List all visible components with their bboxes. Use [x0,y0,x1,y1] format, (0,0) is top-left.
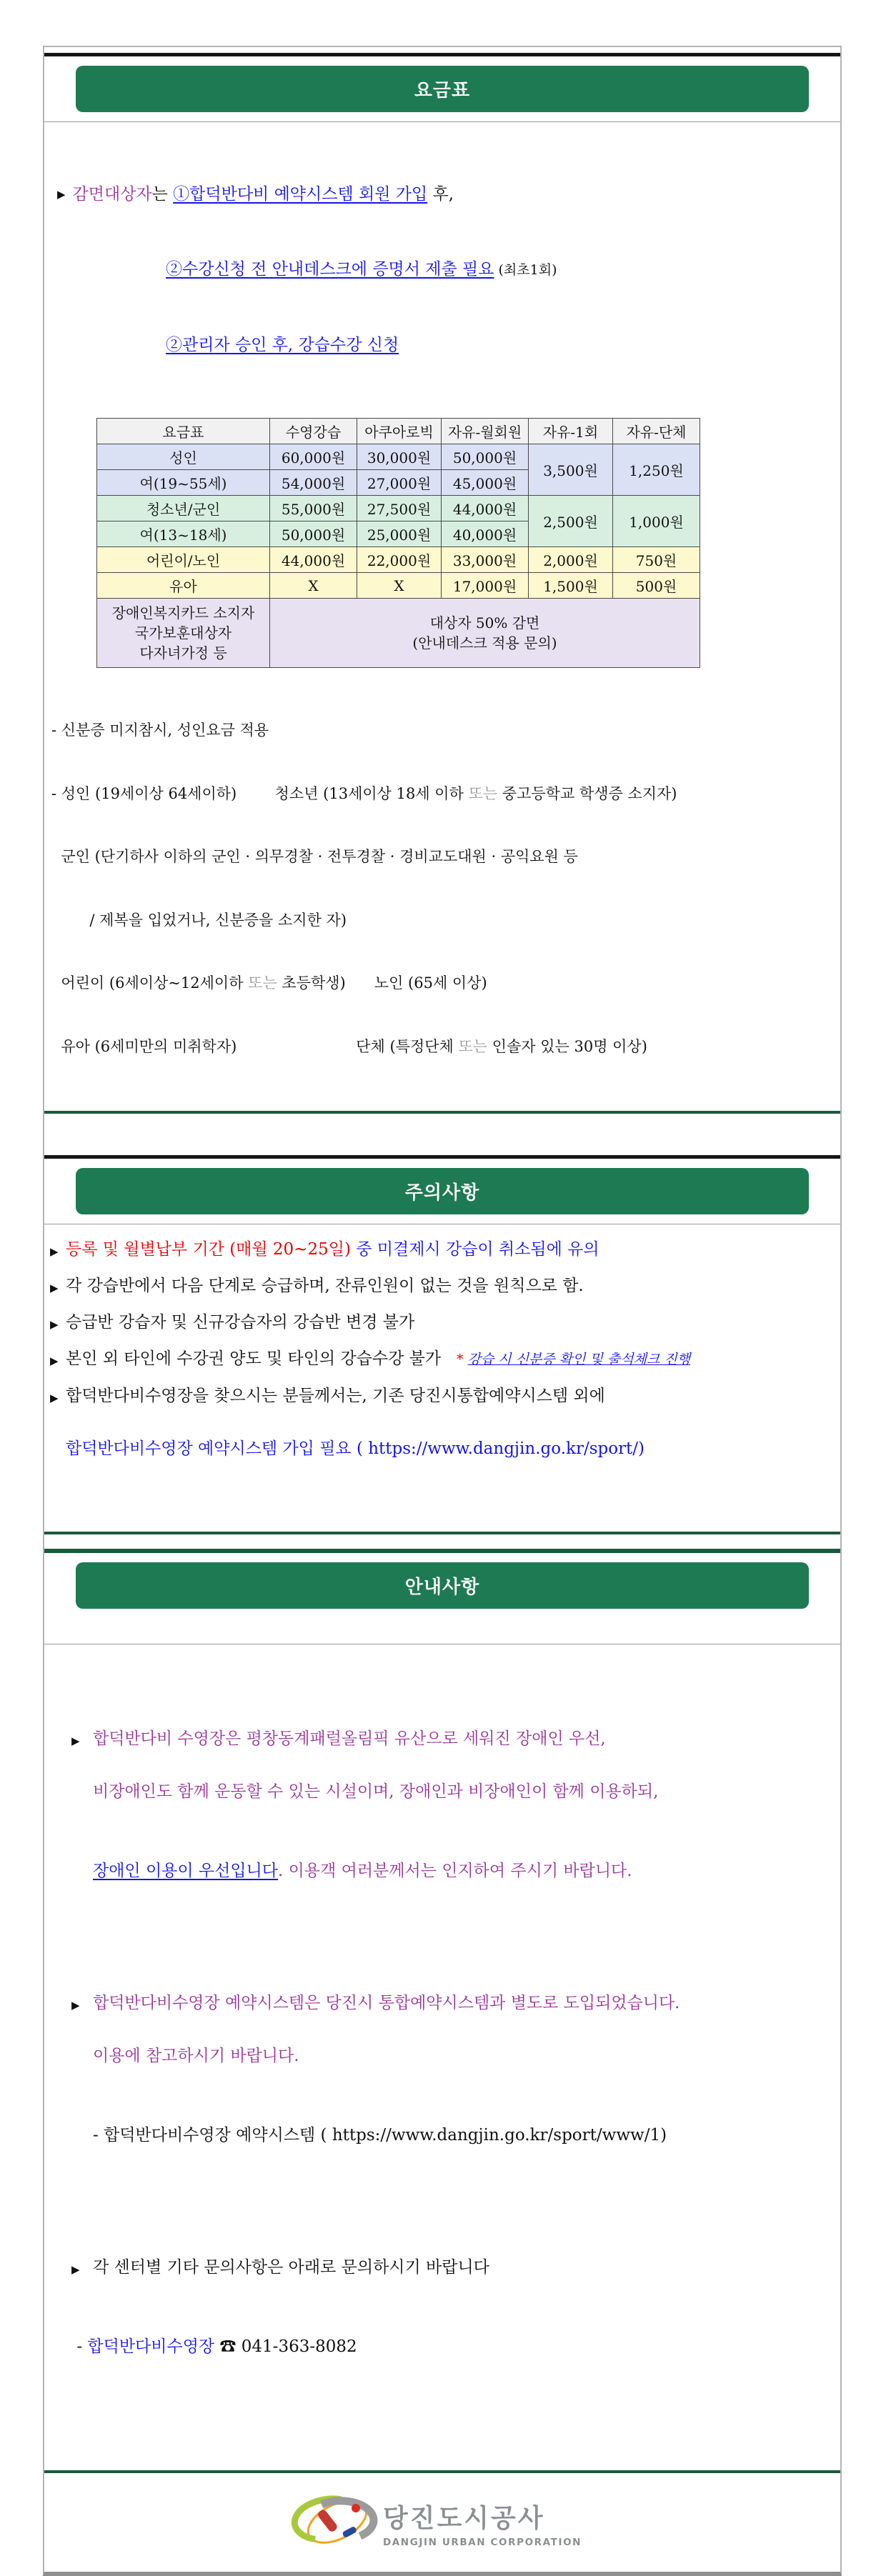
info-tail-space [44,2420,840,2470]
discount-label-line: 국가보훈대상자 [134,624,232,641]
note-text: 초등학생) 노인 (65세 이상) [277,974,487,992]
footer [44,2473,840,2570]
note-line [51,1037,836,1058]
table-cell: 33,000원 [442,547,529,573]
divider-black-top [44,53,840,56]
info-gap [44,1618,840,1644]
table-cell: 44,000원 [270,547,357,573]
table-cell: 어린이/노인 [97,547,270,573]
table-cell: 27,500원 [357,496,442,521]
divider-black [44,1155,840,1159]
caution-text: 각 강습반에서 다음 단계로 승급하며, 잔류인원이 없는 것을 원칙으로 함. [66,1277,584,1295]
table-cell: 30,000원 [357,444,442,470]
fee-table-row-discount [97,599,700,668]
note-text: 중고등학교 학생증 소지자) [497,784,677,802]
info-contact-line [71,2334,835,2360]
info-item [71,2255,835,2281]
discount-value-line: (안내데스크 적용 문의) [412,634,557,652]
table-cell: 55,000원 [270,496,357,521]
note-text: / 제복을 입었거나, 신분증을 소지한 자) [51,911,347,929]
footer-org-name: 당진도시공사 [382,2504,545,2533]
table-cell: 750원 [613,547,700,573]
table-cell: 여(19~55세) [97,470,270,496]
fee-table-header: 요금표 [97,419,270,444]
fee-section [44,66,840,1111]
note-line [51,973,836,994]
table-cell: X [357,573,442,599]
dangjin-logo-icon [303,2492,372,2555]
footer-org-name-en: DANGJIN URBAN CORPORATION [382,2537,582,2548]
bullet-icon: ▶ [50,1354,59,1367]
contact-phone: ☎ 041-363-8082 [214,2337,357,2356]
fee-table-row-adult [97,444,700,470]
caution-text: 승급반 강습자 및 신규강습자의 강습반 변경 불가 [66,1313,415,1332]
fee-intro-line1 [57,182,833,207]
section-gap [44,1534,840,1549]
discount-label-line: 다자녀가정 등 [139,644,227,662]
note-text: - 신분증 미지참시, 성인요금 적용 [51,722,269,739]
table-cell: 청소년/군인 [97,496,270,521]
discount-label-line: 장애인복지카드 소지자 [111,604,255,621]
caution-text: 본인 외 타인에 수강권 양도 및 타인의 강습수강 불가 [66,1349,457,1368]
table-cell: 50,000원 [442,444,529,470]
intro-line1-suffix: 후, [427,185,454,204]
intro-lead-suffix: 는 [151,185,174,204]
bullet-icon: ▶ [50,1392,59,1404]
intro-lead: 감면대상자 [72,185,152,204]
bullet-icon: ▶ [71,2263,80,2276]
table-cell: 60,000원 [270,444,357,470]
info-item [71,1990,835,2202]
info-list [44,1644,840,2420]
caution-reservation-link[interactable]: 합덕반다비수영장 예약시스템 가입 필요 ( https://www.dangjin.go.kr/sport/) [66,1439,645,1458]
caution-list [44,1224,840,1532]
bullet-icon: ▶ [50,1318,59,1331]
note-text: 유아 (6세미만의 미취학자) 단체 (특정단체 [51,1037,459,1055]
divider-green-thick [44,1549,840,1553]
or-word: 또는 [458,1037,488,1055]
table-cell: X [270,573,357,599]
caution-banner [76,1168,809,1214]
table-cell: 44,000원 [442,496,529,521]
fee-intro-line3 [57,333,833,358]
footer-org-text [383,2498,582,2548]
fee-intro-line2 [57,257,833,283]
info-reservation-url[interactable]: - 합덕반다비수영장 예약시스템 ( https://www.dangjin.go.kr/sport/www/1) [93,2126,667,2145]
fee-table-row-child-senior [97,547,700,573]
info-banner-title: 안내사항 [404,1577,480,1598]
bullet-icon: ▶ [50,1245,59,1258]
section-gap [44,1114,840,1155]
bullet-icon: ▶ [71,1734,80,1747]
caution-item [49,1237,835,1262]
fee-table-header: 아쿠아로빅 [357,419,442,444]
caution-banner-title: 주의사항 [404,1182,480,1204]
caution-item [49,1310,835,1334]
caution-item [49,1384,835,1509]
info-text: 비장애인도 함께 운동할 수 있는 시설이며, 장애인과 비장애인이 함께 이용하되, [93,1782,659,1801]
fee-intro [44,122,840,412]
table-cell-discount-label [97,599,270,668]
table-cell: 27,000원 [357,470,442,496]
fee-banner [76,66,809,112]
note-text: 군인 (단기하사 이하의 군인 · 의무경찰 · 전투경찰 · 경비교도대원 · 공익요원 등 [51,848,578,865]
info-section [44,1562,840,2470]
note-text: 어린이 (6세이상~12세이하 [51,974,249,992]
discount-value-line: 대상자 50% 감면 [429,614,540,631]
table-cell-merged: 3,500원 [529,444,613,496]
table-cell: 25,000원 [357,521,442,547]
table-cell-discount-value [270,599,700,668]
contact-pool-name: 합덕반다비수영장 [87,2337,215,2356]
caution-section [44,1168,840,1532]
table-cell: 22,000원 [357,547,442,573]
table-cell: 1,500원 [529,573,613,599]
caution-payment-warning: 중 미결제시 강습이 취소됨에 유의 [350,1240,599,1259]
table-cell: 2,000원 [529,547,613,573]
or-word: 또는 [248,974,277,992]
table-cell: 54,000원 [270,470,357,496]
info-banner [76,1562,809,1609]
fee-table-header-row [97,419,700,444]
info-priority-link[interactable]: 장애인 이용이 우선입니다 [93,1862,279,1880]
document-frame [43,46,842,2576]
info-line [93,1858,835,1884]
bullet-icon: ▶ [57,188,66,201]
bullet-icon: ▶ [71,1999,80,2012]
intro-link-approval[interactable]: ②관리자 승인 후, 강습수강 신청 [166,336,399,354]
fee-table [96,418,700,668]
or-word: 또는 [468,784,498,802]
info-text: 이용에 참고하시기 바랍니다. [93,2047,299,2065]
table-cell: 45,000원 [442,470,529,496]
fee-table-header: 자유-월회원 [442,419,529,444]
table-cell: 유아 [97,573,270,599]
table-cell-merged: 1,250원 [613,444,700,496]
info-text: . 이용객 여러분께서는 인지하여 주시기 바랍니다. [278,1862,632,1880]
note-line [51,910,836,932]
table-cell-merged: 2,500원 [529,496,613,547]
info-text: 각 센터별 기타 문의사항은 아래로 문의하시기 바랍니다 [93,2258,489,2277]
asterisk-icon: * [457,1352,468,1367]
note-text: 인솔자 있는 30명 이상) [487,1037,647,1055]
table-cell: 성인 [97,444,270,470]
caution-text: 합덕반다비수영장을 찾으시는 분들께서는, 기존 당진시통합예약시스템 외에 [66,1387,605,1405]
table-cell: 17,000원 [442,573,529,599]
info-item [71,1726,835,1937]
table-cell: 50,000원 [270,521,357,547]
intro-link-membership[interactable]: ①합덕반다비 예약시스템 회원 가입 [173,185,428,204]
note-line [51,847,836,868]
table-cell: 40,000원 [442,521,529,547]
info-text: 합덕반다비수영장 예약시스템은 당진시 통합예약시스템과 별도로 도입되었습니다. [93,1994,680,2012]
contact-prefix: - [71,2337,88,2356]
bullet-icon: ▶ [50,1282,59,1294]
fee-table-header: 자유-1회 [529,419,613,444]
info-text: 합덕반다비 수영장은 평창동계패럴올림픽 유산으로 세워진 장애인 우선, [93,1729,606,1748]
note-line [51,720,836,742]
caution-item [49,1347,835,1372]
intro-first-time-note: (최초1회) [494,262,557,278]
fee-table-header: 자유-단체 [613,419,700,444]
document-page [0,46,886,2576]
table-cell-merged: 1,000원 [613,496,700,547]
note-line [51,784,836,805]
caution-id-check-note: 강습 시 신분증 확인 및 출석체크 진행 [467,1352,691,1367]
fee-table-header: 수영강습 [270,419,357,444]
fee-banner-title: 요금표 [414,80,471,101]
caution-item [49,1274,835,1298]
fee-table-row-infant [97,573,700,599]
intro-link-certificate[interactable]: ②수강신청 전 안내데스크에 증명서 제출 필요 [166,260,494,279]
table-cell: 500원 [613,573,700,599]
table-cell: 여(13~18세) [97,521,270,547]
caution-payment-period: 등록 및 월별납부 기간 (매월 20~25일) [66,1240,351,1259]
fee-notes [44,675,840,1111]
note-text: - 성인 (19세이상 64세이하) 청소년 (13세이상 18세 이하 [51,784,469,802]
fee-table-row-youth [97,496,700,521]
